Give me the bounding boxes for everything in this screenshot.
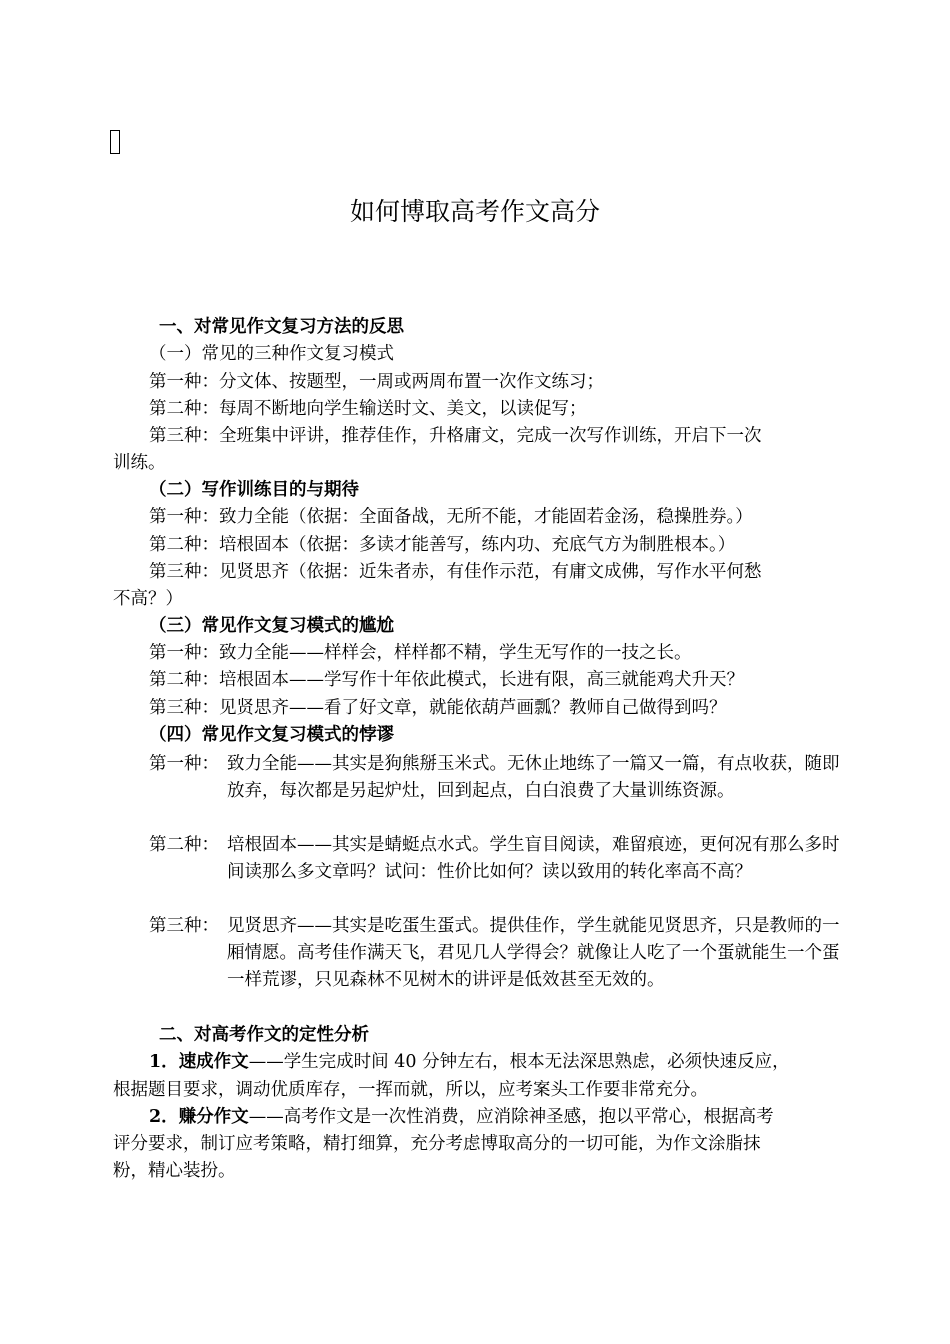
paragraph-1-number: 1． xyxy=(149,1052,179,1072)
subsection-2-line-3b: 不高？） xyxy=(113,589,183,609)
paragraph-2-term: 赚分作文 xyxy=(178,1107,249,1127)
subsection-2-heading: （二）写作训练目的与期待 xyxy=(149,480,359,500)
paragraph-2-number: 2． xyxy=(149,1107,179,1127)
document-title: 如何博取高考作文高分 xyxy=(349,197,600,226)
paradox-item-text: 致力全能——其实是狗熊掰玉米式。无休止地练了一篇又一篇，有点收获，随即放弃，每次都是另起炉灶，回到起点，白白浪费了大量训练资源。 xyxy=(227,754,840,801)
subsection-2-line-2: 第二种：培根固本（依据：多读才能善写，练内功、充底气方为制胜根本。） xyxy=(149,535,736,555)
paradox-item-label: 第二种： xyxy=(149,835,219,855)
section-2-heading: 二、对高考作文的定性分析 xyxy=(159,1025,369,1045)
subsection-1-line-2: 第二种：每周不断地向学生输送时文、美文，以读促写； xyxy=(149,399,587,419)
subsection-3-line-2: 第二种：培根固本——学写作十年依此模式，长进有限，高三就能鸡犬升天？ xyxy=(149,670,744,690)
paradox-item-text: 培根固本——其实是蜻蜓点水式。学生盲目阅读，难留痕迹，更何况有那么多时间读那么多文章吗？试问：性价比如何？读以致用的转化率高不高？ xyxy=(227,835,840,882)
subsection-2-line-1: 第一种：致力全能（依据：全面备战，无所不能，才能固若金汤，稳操胜券。） xyxy=(149,507,753,527)
section-1-heading: 一、对常见作文复习方法的反思 xyxy=(159,317,404,337)
paradox-item-label: 第三种： xyxy=(149,916,219,936)
subsection-1-line-3b: 训练。 xyxy=(113,453,166,473)
paradox-item-label: 第一种： xyxy=(149,754,219,774)
subsection-4-heading: （四）常见作文复习模式的悖谬 xyxy=(149,725,394,745)
paradox-item-text: 见贤思齐——其实是吃蛋生蛋式。提供佳作，学生就能见贤思齐，只是教师的一厢情愿。高考佳作满天飞，君见几人学得会？就像让人吃了一个蛋就能生一个蛋一样荒谬，只见森林不见树木的讲评是低效甚至无效的。 xyxy=(227,916,840,990)
paragraph-2-line-c: 粉，精心装扮。 xyxy=(113,1161,236,1181)
subsection-1-heading: （一）常见的三种作文复习模式 xyxy=(149,344,394,364)
subsection-3-line-3: 第三种：见贤思齐——看了好文章，就能依葫芦画瓢？教师自己做得到吗？ xyxy=(149,698,727,718)
paragraph-1-term: 速成作文 xyxy=(178,1052,249,1072)
subsection-1-line-1: 第一种：分文体、按题型，一周或两周布置一次作文练习； xyxy=(149,372,604,392)
missing-glyph-icon xyxy=(110,130,120,154)
paragraph-2-line-b: 评分要求，制订应考策略，精打细算，充分考虑博取高分的一切可能，为作文涂脂抹 xyxy=(113,1134,761,1154)
subsection-3-line-1: 第一种：致力全能——样样会，样样都不精，学生无写作的一技之长。 xyxy=(149,643,692,663)
paragraph-2-line-a xyxy=(149,1106,774,1128)
paragraph-1-line-a xyxy=(149,1051,790,1073)
subsection-3-heading: （三）常见作文复习模式的尴尬 xyxy=(149,616,394,636)
subsection-2-line-3a: 第三种：见贤思齐（依据：近朱者赤，有佳作示范，有庸文成佛，写作水平何愁 xyxy=(149,562,762,582)
paragraph-1-line-b: 根据题目要求，调动优质库存，一挥而就，所以，应考案头工作要非常充分。 xyxy=(113,1080,708,1100)
paragraph-2-text: ——高考作文是一次性消费，应消除神圣感，抱以平常心，根据高考 xyxy=(248,1107,774,1127)
subsection-1-line-3a: 第三种：全班集中评讲，推荐佳作，升格庸文，完成一次写作训练，开启下一次 xyxy=(149,426,762,446)
paragraph-1-text: ——学生完成时间 40 分钟左右，根本无法深思熟虑，必须快速反应， xyxy=(248,1052,790,1072)
